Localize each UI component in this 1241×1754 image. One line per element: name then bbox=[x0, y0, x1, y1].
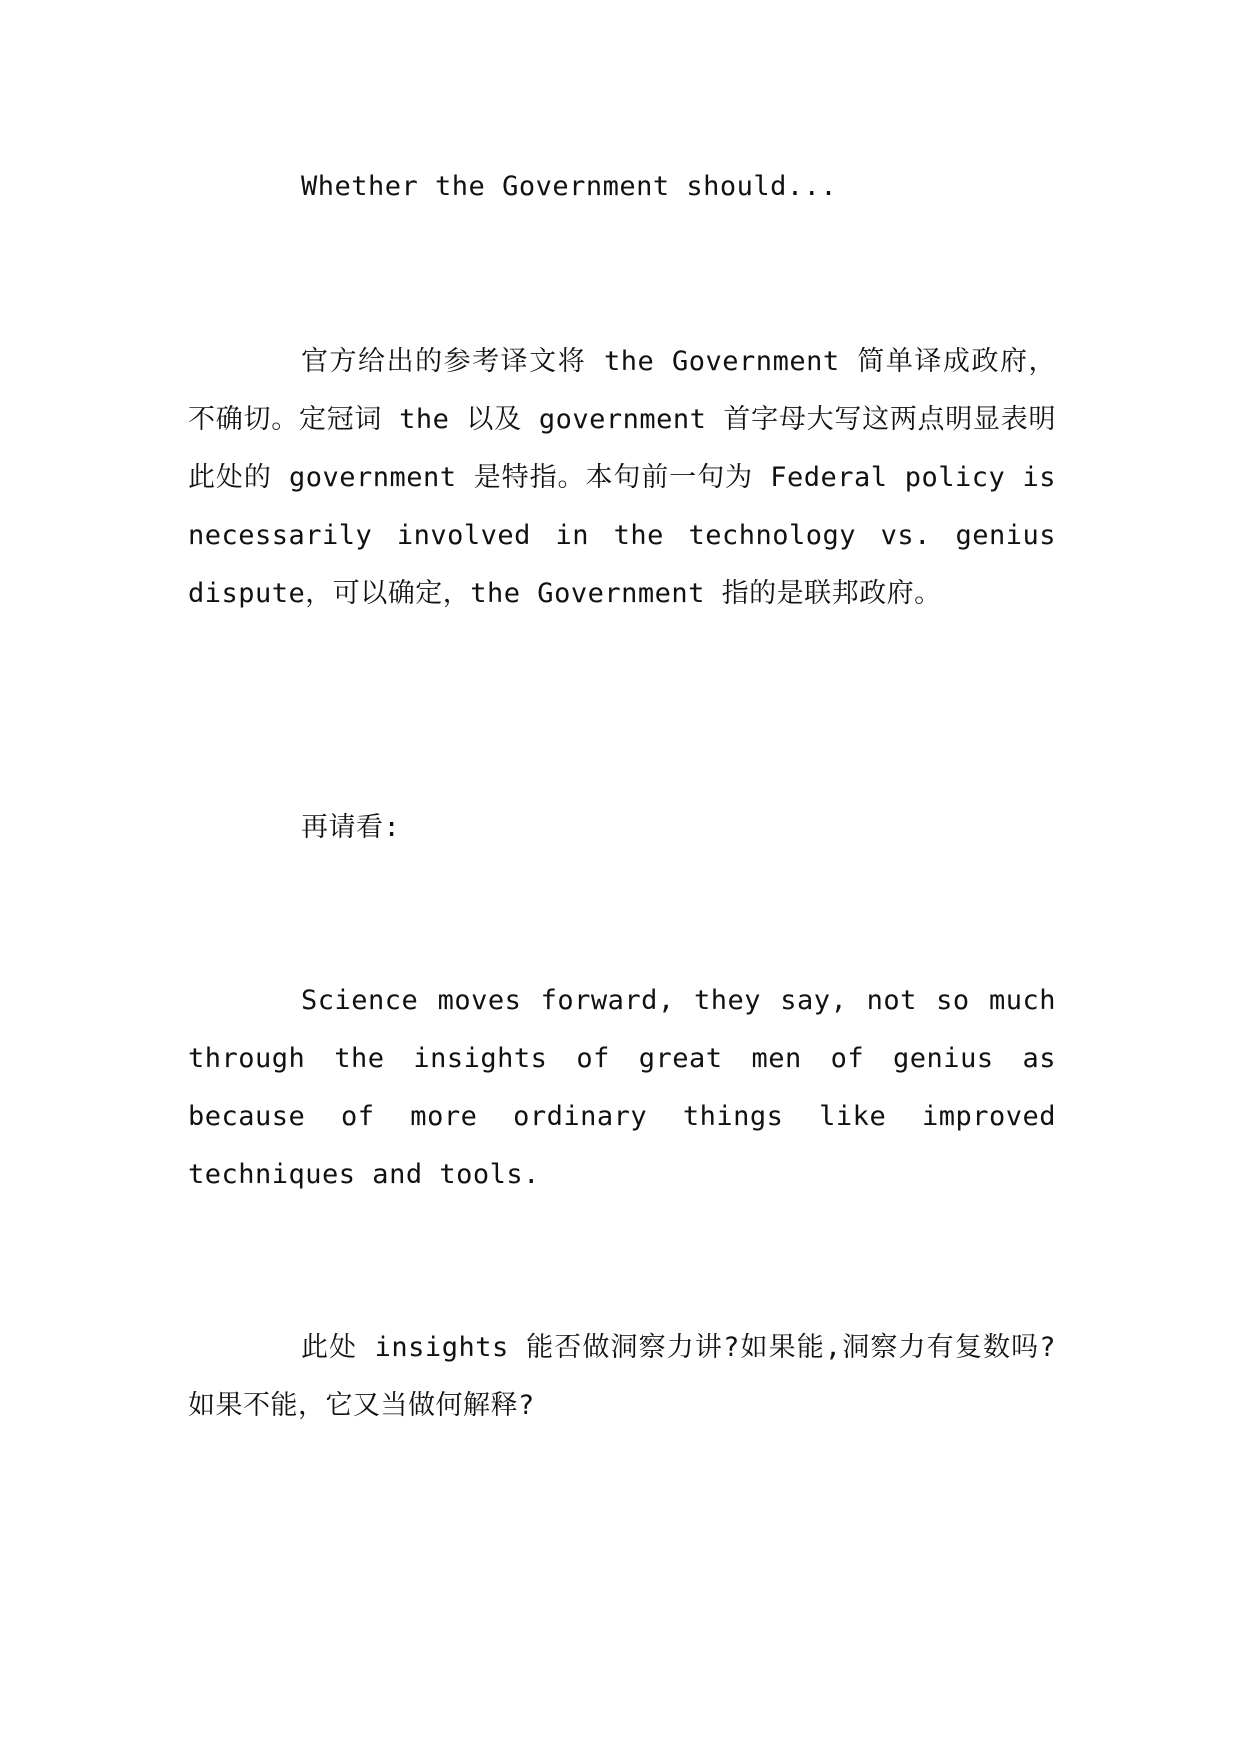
paragraph-translation-analysis: 官方给出的参考译文将 the Government 简单译成政府，不确切。定冠词 the 以及 government 首字母大写这两点明显表明此处的 government 是特指。本句前一句为 Federal policy is necessarily involved in the technology vs. genius dispute，可以确定，the Government 指的是联邦政府。 bbox=[188, 346, 1056, 609]
paragraph-english-example: Science moves forward, they say, not so much through the insights of great men of genius as because of more ordinary things like improved techniques and tools. bbox=[188, 985, 1056, 1190]
paragraph-insights-question: 此处 insights 能否做洞察力讲?如果能,洞察力有复数吗?如果不能，它又当做何解释? bbox=[188, 1332, 1056, 1421]
paragraph-see-again: 再请看: bbox=[301, 812, 401, 843]
paragraph-english-quote-fragment: Whether the Government should... bbox=[301, 171, 838, 202]
